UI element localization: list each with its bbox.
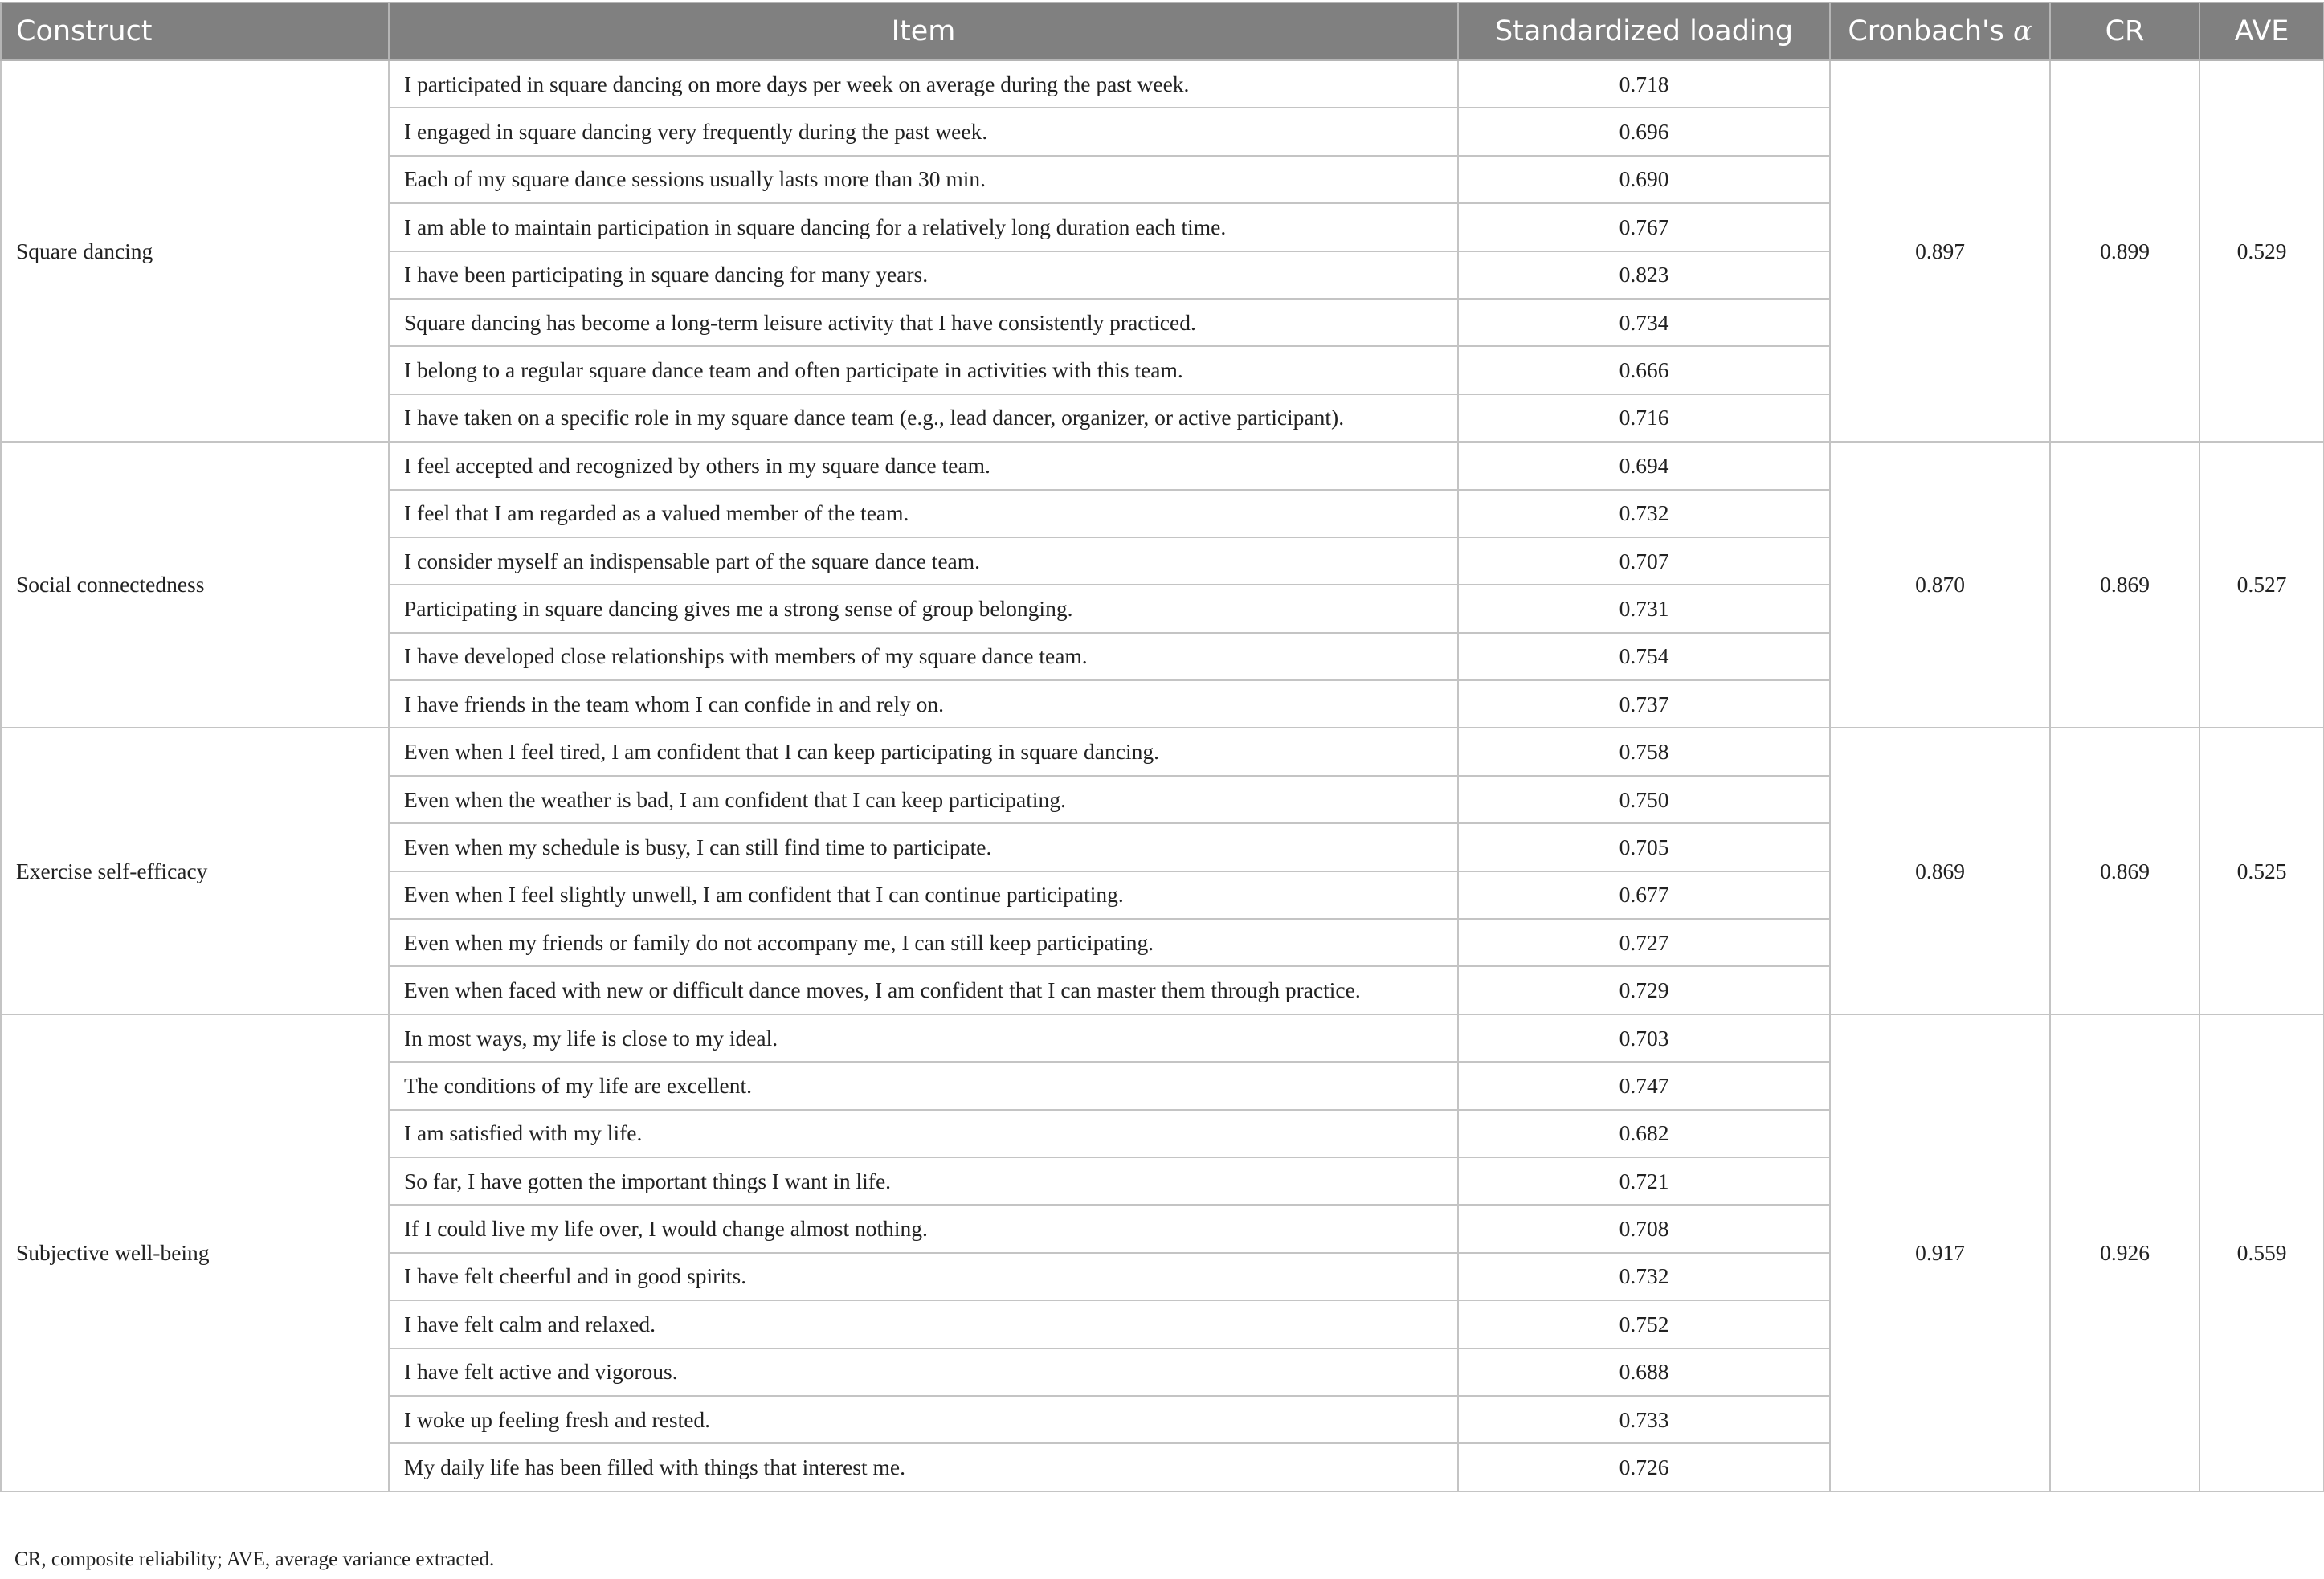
loading-cell: 0.688 [1458,1348,1830,1396]
header-cr: CR [2050,2,2199,60]
loading-cell: 0.696 [1458,108,1830,155]
item-cell: I have friends in the team whom I can confide in and rely on. [389,680,1458,728]
header-alpha-label: Cronbach's [1848,15,2014,47]
cr-cell: 0.869 [2050,728,2199,1014]
item-cell: I have taken on a specific role in my square dance team (e.g., lead dancer, organizer, or active participant). [389,394,1458,442]
loading-cell: 0.754 [1458,633,1830,680]
loading-cell: 0.747 [1458,1062,1830,1109]
loading-cell: 0.716 [1458,394,1830,442]
footnote: CR, composite reliability; AVE, average variance extracted. [14,1548,495,1570]
cr-cell: 0.926 [2050,1014,2199,1491]
loading-cell: 0.733 [1458,1396,1830,1443]
loading-cell: 0.737 [1458,680,1830,728]
item-cell: So far, I have gotten the important things I want in life. [389,1157,1458,1205]
item-cell: Even when I feel tired, I am confident that I can keep participating in square dancing. [389,728,1458,775]
construct-cell: Square dancing [1,60,389,442]
item-cell: I have felt active and vigorous. [389,1348,1458,1396]
loading-cell: 0.731 [1458,585,1830,632]
reliability-table [0,2,2324,1492]
table-row [1,442,2324,489]
header-item: Item [389,2,1458,60]
ave-cell: 0.525 [2199,728,2324,1014]
header-row [1,2,2324,60]
item-cell: I woke up feeling fresh and rested. [389,1396,1458,1443]
item-cell: Even when my schedule is busy, I can still find time to participate. [389,823,1458,871]
loading-cell: 0.682 [1458,1110,1830,1157]
item-cell: I participated in square dancing on more days per week on average during the past week. [389,60,1458,108]
header-cronbach-alpha [1830,2,2050,60]
construct-cell: Subjective well-being [1,1014,389,1491]
item-cell: I am satisfied with my life. [389,1110,1458,1157]
loading-cell: 0.758 [1458,728,1830,775]
item-cell: I have felt cheerful and in good spirits. [389,1253,1458,1300]
cr-cell: 0.869 [2050,442,2199,728]
cronbach-alpha-cell: 0.870 [1830,442,2050,728]
item-cell: I belong to a regular square dance team and often participate in activities with this team. [389,346,1458,394]
loading-cell: 0.708 [1458,1205,1830,1252]
item-cell: If I could live my life over, I would change almost nothing. [389,1205,1458,1252]
cronbach-alpha-cell: 0.869 [1830,728,2050,1014]
item-cell: Even when faced with new or difficult dance moves, I am confident that I can master them through practice. [389,966,1458,1014]
item-cell: I have felt calm and relaxed. [389,1300,1458,1348]
table-row [1,1014,2324,1062]
loading-cell: 0.750 [1458,776,1830,823]
loading-cell: 0.727 [1458,919,1830,966]
construct-cell: Exercise self-efficacy [1,728,389,1014]
item-cell: Each of my square dance sessions usually lasts more than 30 min. [389,156,1458,203]
loading-cell: 0.732 [1458,1253,1830,1300]
item-cell: Even when the weather is bad, I am confident that I can keep participating. [389,776,1458,823]
header-construct: Construct [1,2,389,60]
loading-cell: 0.823 [1458,251,1830,299]
item-cell: I have been participating in square dancing for many years. [389,251,1458,299]
item-cell: Square dancing has become a long-term leisure activity that I have consistently practiced. [389,299,1458,346]
loading-cell: 0.690 [1458,156,1830,203]
loading-cell: 0.707 [1458,537,1830,585]
loading-cell: 0.752 [1458,1300,1830,1348]
item-cell: I feel that I am regarded as a valued member of the team. [389,490,1458,537]
table-row [1,60,2324,108]
item-cell: In most ways, my life is close to my ideal. [389,1014,1458,1062]
loading-cell: 0.703 [1458,1014,1830,1062]
loading-cell: 0.729 [1458,966,1830,1014]
ave-cell: 0.529 [2199,60,2324,442]
loading-cell: 0.726 [1458,1443,1830,1491]
alpha-symbol: α [2013,15,2032,47]
loading-cell: 0.694 [1458,442,1830,489]
item-cell: I feel accepted and recognized by others in my square dance team. [389,442,1458,489]
item-cell: I consider myself an indispensable part of the square dance team. [389,537,1458,585]
ave-cell: 0.559 [2199,1014,2324,1491]
cronbach-alpha-cell: 0.897 [1830,60,2050,442]
item-cell: I have developed close relationships with members of my square dance team. [389,633,1458,680]
table-row [1,728,2324,775]
loading-cell: 0.705 [1458,823,1830,871]
item-cell: My daily life has been filled with things that interest me. [389,1443,1458,1491]
loading-cell: 0.666 [1458,346,1830,394]
construct-cell: Social connectedness [1,442,389,728]
item-cell: The conditions of my life are excellent. [389,1062,1458,1109]
loading-cell: 0.718 [1458,60,1830,108]
loading-cell: 0.677 [1458,871,1830,919]
loading-cell: 0.732 [1458,490,1830,537]
cr-cell: 0.899 [2050,60,2199,442]
loading-cell: 0.734 [1458,299,1830,346]
item-cell: Even when I feel slightly unwell, I am confident that I can continue participating. [389,871,1458,919]
loading-cell: 0.721 [1458,1157,1830,1205]
item-cell: Participating in square dancing gives me a strong sense of group belonging. [389,585,1458,632]
table-body [1,60,2324,1491]
loading-cell: 0.767 [1458,203,1830,251]
item-cell: I engaged in square dancing very frequently during the past week. [389,108,1458,155]
item-cell: Even when my friends or family do not accompany me, I can still keep participating. [389,919,1458,966]
header-loading: Standardized loading [1458,2,1830,60]
header-ave: AVE [2199,2,2324,60]
item-cell: I am able to maintain participation in square dancing for a relatively long duration each time. [389,203,1458,251]
cronbach-alpha-cell: 0.917 [1830,1014,2050,1491]
ave-cell: 0.527 [2199,442,2324,728]
